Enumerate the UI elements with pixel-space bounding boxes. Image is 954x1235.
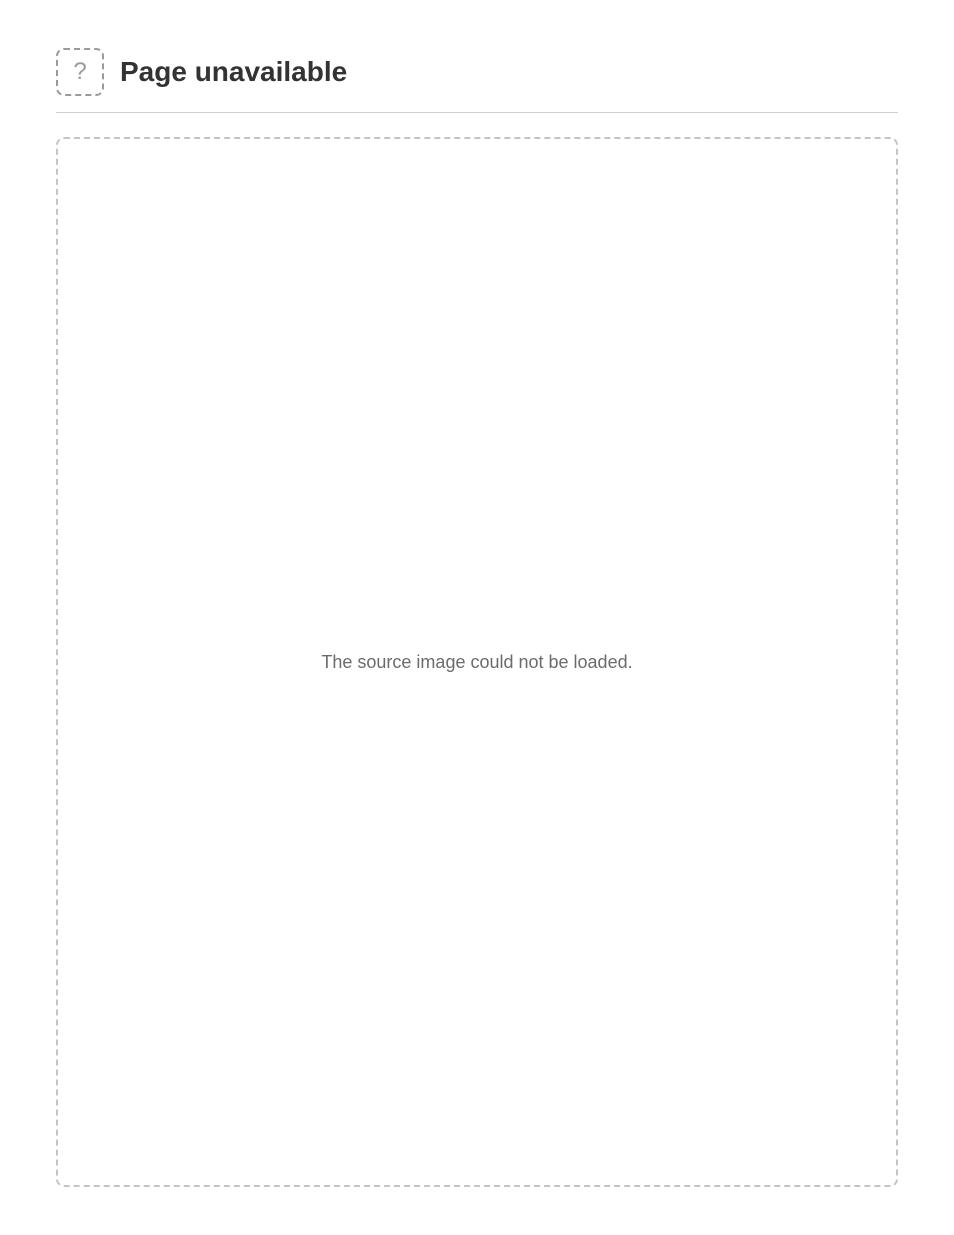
page-body: [56, 137, 898, 1187]
unavailable-notice: The source image could not be loaded.: [321, 651, 633, 672]
page-header: [56, 48, 898, 113]
image-placeholder-icon: ?: [56, 48, 104, 96]
page-title: Page unavailable: [120, 56, 348, 87]
